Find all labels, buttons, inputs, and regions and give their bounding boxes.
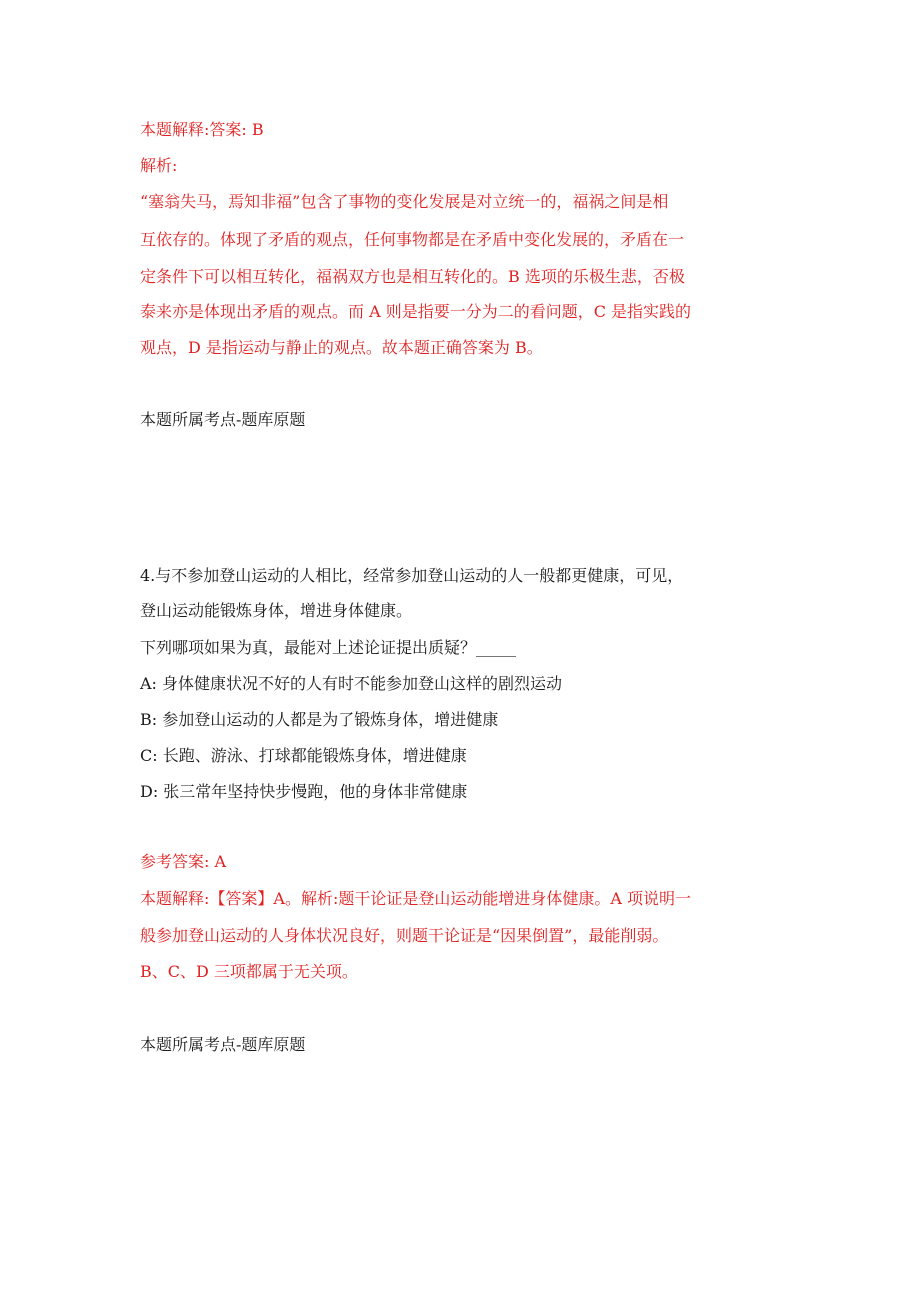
q4-option-d: D: 张三常年坚持快步慢跑，他的身体非常健康 <box>140 782 468 801</box>
q4-stem-line: 4.与不参加登山运动的人相比，经常参加登山运动的人一般都更健康，可见， <box>140 566 684 585</box>
q3-explanation-header: 本题解释:答案: B <box>140 120 264 139</box>
q4-prompt: 下列哪项如果为真，最能对上述论证提出质疑？_____ <box>140 638 517 657</box>
q4-explanation-line: B、C、D 三项都属于无关项。 <box>140 962 358 981</box>
q3-analysis-label: 解析: <box>140 156 178 175</box>
q4-option-b: B: 参加登山运动的人都是为了锻炼身体，增进健康 <box>140 710 499 729</box>
q4-explanation-line: 般参加登山运动的人身体状况良好，则题干论证是“因果倒置”，最能削弱。 <box>140 926 669 945</box>
q3-explanation-line: “塞翁失马，焉知非福”包含了事物的变化发展是对立统一的，福祸之间是相 <box>140 192 669 211</box>
q4-option-a: A: 身体健康状况不好的人有时不能参加登山这样的剧烈运动 <box>140 674 563 693</box>
q3-explanation-line: 互依存的。体现了矛盾的观点，任何事物都是在矛盾中变化发展的，矛盾在一 <box>140 230 685 249</box>
q4-option-c: C: 长跑、游泳、打球都能锻炼身体，增进健康 <box>140 746 467 765</box>
q4-stem-line: 登山运动能锻炼身体，增进身体健康。 <box>140 601 413 620</box>
q3-explanation-line: 观点，D 是指运动与静止的观点。故本题正确答案为 B。 <box>140 338 543 357</box>
q3-source-tag: 本题所属考点-题库原题 <box>140 410 306 429</box>
q3-explanation-line: 定条件下可以相互转化，福祸双方也是相互转化的。B 选项的乐极生悲，否极 <box>140 267 685 286</box>
q4-source-tag: 本题所属考点-题库原题 <box>140 1035 306 1054</box>
q3-explanation-line: 泰来亦是体现出矛盾的观点。而 A 则是指要一分为二的看问题，C 是指实践的 <box>140 302 692 321</box>
q4-explanation-line: 本题解释:【答案】A。解析:题干论证是登山运动能增进身体健康。A 项说明一 <box>140 889 691 908</box>
q4-reference-answer: 参考答案: A <box>140 852 227 871</box>
